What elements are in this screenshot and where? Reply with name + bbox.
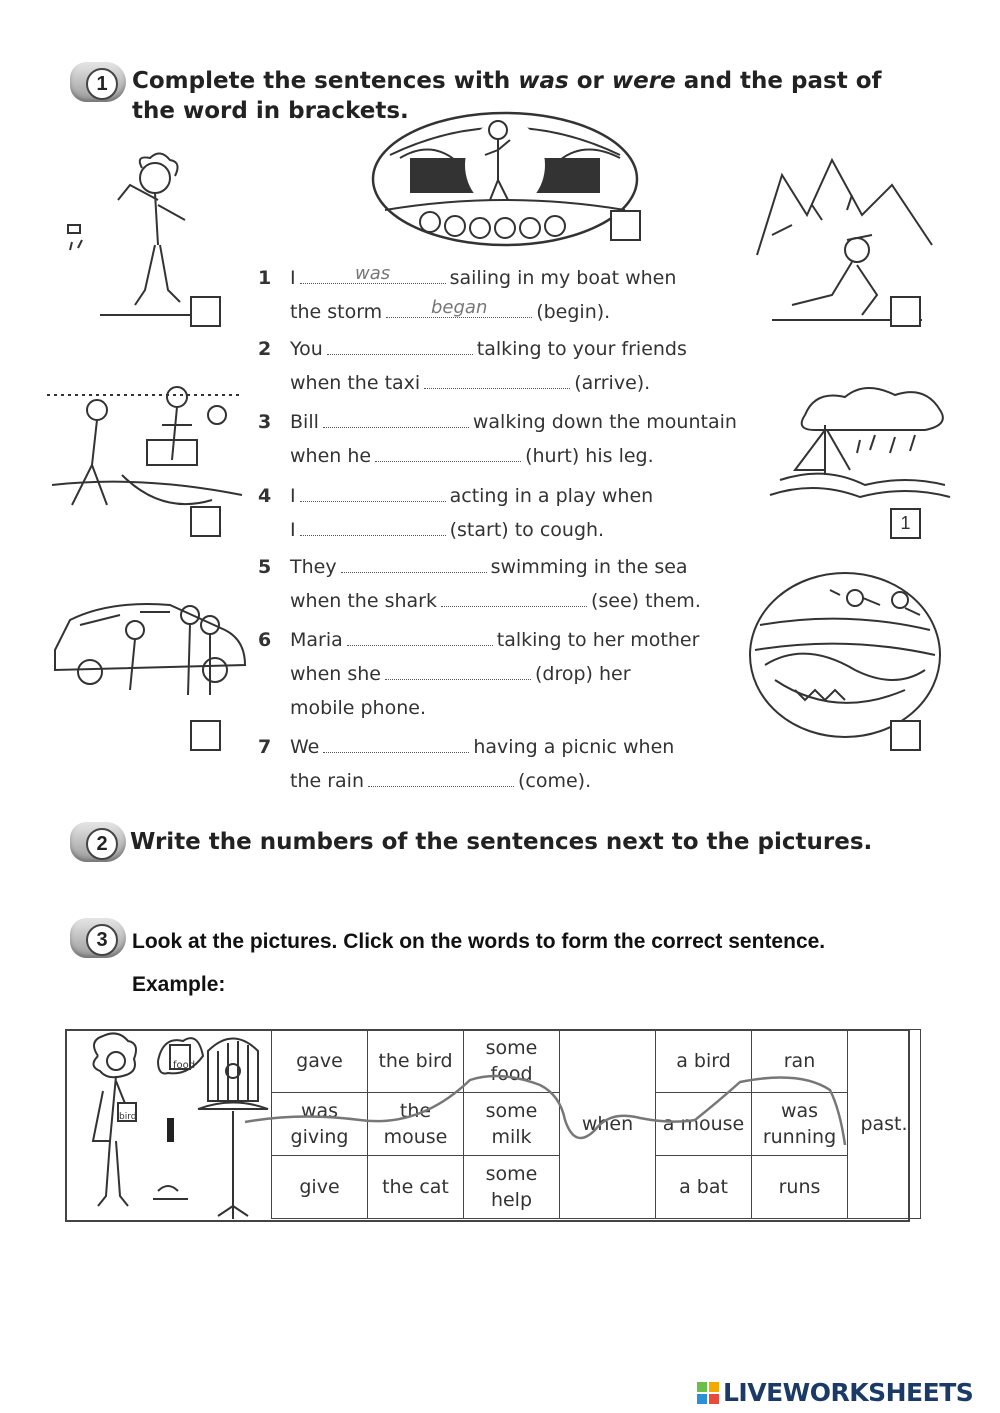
sentence-text: They — [290, 556, 337, 578]
sentence-text: the storm — [290, 301, 383, 323]
sentence-text: (start) to cough. — [449, 519, 605, 541]
picture-box-stage[interactable] — [610, 210, 641, 241]
sentence-text: when he — [290, 445, 372, 467]
sentence-text: swimming in the sea — [490, 556, 688, 578]
sentence-number: 7 — [258, 736, 272, 758]
picture-box-girl[interactable] — [190, 296, 221, 327]
exercise-2-badge — [70, 822, 126, 862]
answer-blank[interactable] — [300, 263, 446, 284]
sentence-text: Bill — [290, 411, 319, 433]
answer-blank[interactable] — [327, 334, 473, 355]
sentence-text: when the shark — [290, 590, 437, 612]
answer-blank[interactable] — [368, 766, 514, 787]
picture-box-picnic[interactable] — [190, 506, 221, 537]
sentence-text: acting in a play when — [449, 485, 654, 507]
word-cell[interactable]: some milk — [464, 1093, 560, 1156]
exercise-3-heading: Look at the pictures. Click on the words to form the correct sentence. — [132, 930, 826, 953]
answer-blank[interactable] — [300, 515, 446, 536]
sentence-text: when the taxi — [290, 372, 421, 394]
sentence-text: You — [290, 338, 323, 360]
bag-label: bird — [119, 1112, 137, 1122]
brand-text: LIVEWORKSHEETS — [723, 1378, 974, 1407]
sentence-text: (come). — [518, 770, 592, 792]
word-cell[interactable]: give — [272, 1156, 368, 1219]
word-cell[interactable]: gave — [272, 1030, 368, 1093]
shark-swimmers-illustration — [745, 570, 945, 740]
exercise-2-number: 2 — [86, 828, 118, 860]
sentence-text: (drop) her — [534, 663, 631, 685]
jar-label: food — [173, 1060, 196, 1071]
sentence-text: (arrive). — [574, 372, 651, 394]
word-cell[interactable]: the mouse — [368, 1093, 464, 1156]
picture-box-taxi[interactable] — [190, 720, 221, 751]
word-cell[interactable]: a bat — [656, 1156, 752, 1219]
answer-blank[interactable] — [441, 586, 587, 607]
sentence-text: walking down the mountain — [472, 411, 737, 433]
exercise-3-number: 3 — [86, 924, 118, 956]
sentence-text: talking to your friends — [476, 338, 687, 360]
answer-blank[interactable] — [386, 297, 532, 318]
word-cell[interactable]: ran — [752, 1030, 848, 1093]
example-label: Example: — [132, 973, 226, 996]
boat-storm-illustration — [765, 385, 955, 505]
sentence-text: when she — [290, 663, 381, 685]
exercise-1-number: 1 — [86, 68, 118, 100]
sentence-text: I — [290, 267, 296, 289]
word-cell-when[interactable]: when — [560, 1030, 656, 1219]
word-cell[interactable]: some food — [464, 1030, 560, 1093]
sentence-number: 1 — [258, 267, 272, 289]
picnic-rain-illustration — [42, 385, 247, 520]
heading-text: Complete the sentences with — [132, 68, 519, 94]
heading-text-b: and the past of — [675, 68, 882, 94]
picture-box-shark[interactable] — [890, 720, 921, 751]
sentence-number: 5 — [258, 556, 272, 578]
sentence-text: I — [290, 519, 296, 541]
exercise-2-heading: Write the numbers of the sentences next to the pictures. — [130, 829, 873, 855]
sentence-text: mobile phone. — [290, 697, 426, 719]
answer-text: was — [355, 263, 391, 284]
answer-blank[interactable] — [385, 659, 531, 680]
word-cell[interactable]: runs — [752, 1156, 848, 1219]
sentence-text: We — [290, 736, 320, 758]
sentence-text: the rain — [290, 770, 364, 792]
word-cell[interactable]: the cat — [368, 1156, 464, 1219]
sentence-number: 2 — [258, 338, 272, 360]
answer-blank[interactable] — [347, 625, 493, 646]
answer-blank[interactable] — [323, 407, 469, 428]
heading-or: or — [568, 68, 612, 94]
sentence-text: I — [290, 485, 296, 507]
sentence-number: 4 — [258, 485, 272, 507]
example-connecting-line — [240, 1060, 860, 1160]
picture-box-mountain[interactable] — [890, 296, 921, 327]
sentence-text: (hurt) his leg. — [525, 445, 654, 467]
sentence-text: talking to her mother — [496, 629, 700, 651]
word-cell[interactable]: a bird — [656, 1030, 752, 1093]
sentence-text: sailing in my boat when — [449, 267, 677, 289]
picture-box-boat[interactable]: 1 — [890, 508, 921, 539]
sentence-number: 3 — [258, 411, 272, 433]
word-cell[interactable]: a mouse — [656, 1093, 752, 1156]
taxi-illustration — [50, 590, 250, 705]
answer-blank[interactable] — [424, 368, 570, 389]
stage-actor-illustration — [370, 110, 640, 248]
word-cell[interactable]: was running — [752, 1093, 848, 1156]
answer-text: began — [431, 297, 488, 318]
sentence-number: 6 — [258, 629, 272, 651]
heading-were: were — [611, 68, 676, 94]
heading-was: was — [518, 68, 569, 94]
sentence-text: having a picnic when — [473, 736, 675, 758]
heading-line-2: the word in brackets. — [132, 98, 409, 124]
word-cell[interactable]: was giving — [272, 1093, 368, 1156]
sentence-text: Maria — [290, 629, 343, 651]
sentence-text: (begin). — [536, 301, 611, 323]
liveworksheets-logo — [697, 1378, 973, 1407]
sentence-text: (see) them. — [590, 590, 701, 612]
word-cell[interactable]: the bird — [368, 1030, 464, 1093]
exercise-1-badge — [70, 62, 126, 102]
exercise-3-badge — [70, 918, 126, 958]
answer-blank[interactable] — [300, 481, 446, 502]
answer-blank[interactable] — [323, 732, 469, 753]
word-cell-past[interactable]: past. — [848, 1030, 921, 1219]
answer-blank[interactable] — [341, 552, 487, 573]
answer-blank[interactable] — [375, 441, 521, 462]
liveworksheets-logo-icon — [697, 1382, 719, 1404]
word-cell[interactable]: some help — [464, 1156, 560, 1219]
